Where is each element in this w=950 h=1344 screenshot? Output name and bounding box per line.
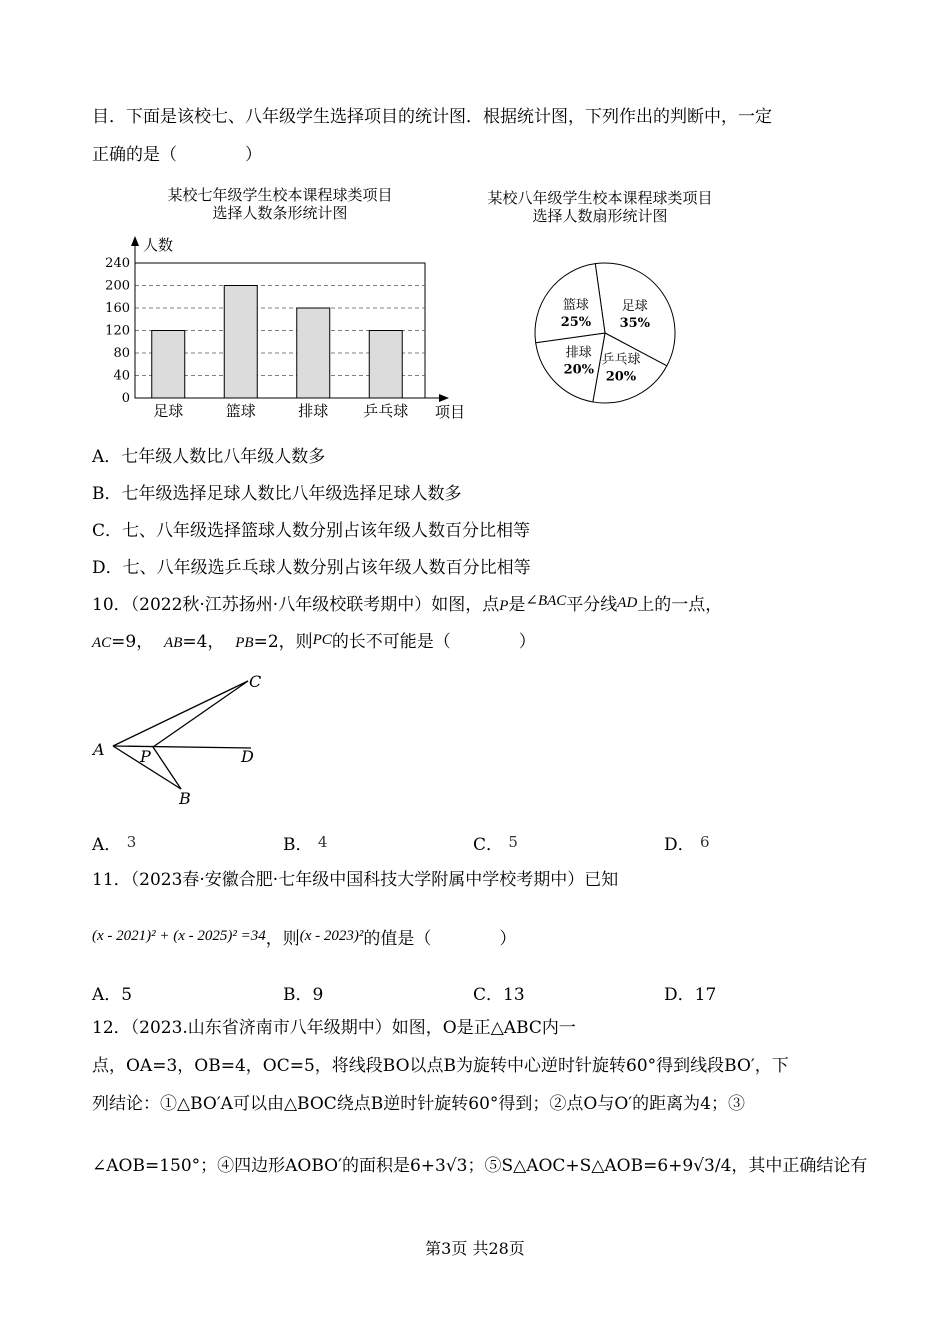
pie-slice-label: 篮球 [562, 298, 589, 314]
q11-line1: 11．（2023春·安徽合肥·七年级中国科技大学附属中学校考期中）已知 [92, 870, 619, 890]
bar [152, 331, 185, 399]
q10-option-b: B． 4 [283, 833, 328, 855]
y-axis-arrow [131, 236, 139, 246]
pie-slice-value: 20% [563, 362, 595, 378]
q12-line4: ∠AOB=150°；④四边形AOBO′的面积是6+3√3；⑤S△AOC+S△AOB=6+9√3/4，其中正确结论有 [92, 1156, 868, 1176]
x-tick-label: 乒乓球 [363, 402, 409, 420]
q10-line2: AC=9， AB=4， PB=2，则PC的长不可能是（ ） [92, 632, 536, 652]
pie-chart-title: 某校八年级学生校本课程球类项目 选择人数扇形统计图 [487, 189, 713, 225]
x-tick-label: 排球 [298, 402, 329, 420]
q9-option-a: A．七年级人数比八年级人数多 [92, 447, 326, 467]
x-tick-label: 足球 [153, 402, 184, 420]
pie-slice-value: 25% [560, 315, 592, 331]
y-tick-label: 40 [113, 368, 130, 384]
y-tick-label: 120 [105, 323, 130, 339]
bar-chart-title: 某校七年级学生校本课程球类项目 选择人数条形统计图 [167, 186, 393, 222]
point-p-label: P [140, 747, 151, 766]
q9-intro-line2: 正确的是（ ） [92, 145, 262, 165]
q10-option-a: A． 3 [92, 833, 137, 855]
q11-line2: (x - 2021)² + (x - 2025)² =34，则(x - 2023)²的值是（ ） [92, 928, 517, 949]
pie-slice-value: 20% [605, 369, 637, 385]
point-a-label: A [93, 740, 105, 759]
pie-slice-label: 乒乓球 [601, 352, 641, 368]
q12-line2: 点，OA=3，OB=4，OC=5，将线段BO以点B为旋转中心逆时针旋转60°得到线段BO′，下 [92, 1056, 789, 1076]
line-ac [113, 681, 248, 746]
point-b-label: B [179, 789, 191, 808]
q12-line3: 列结论：①△BO′A可以由△BOC绕点B逆时针旋转60°得到；②点O与O′的距离为4；③ [92, 1094, 745, 1114]
x-axis-label: 项目 [435, 403, 466, 421]
pie-slice-label: 排球 [565, 345, 592, 361]
line-pc [153, 681, 248, 747]
pie-slice-label: 足球 [621, 299, 648, 315]
q12-line1: 12．（2023.山东省济南市八年级期中）如图，O是正△ABC内一 [92, 1018, 576, 1038]
q11-option-d: D．17 [664, 985, 717, 1005]
q9-option-d: D．七、八年级选乒乓球人数分别占该年级人数百分比相等 [92, 558, 531, 578]
x-axis-arrow [439, 394, 449, 402]
q9-intro-line1: 目．下面是该校七、八年级学生选择项目的统计图．根据统计图，下列作出的判断中，一定 [92, 107, 772, 127]
line-pb [153, 747, 181, 789]
q10-option-d: D． 6 [664, 833, 710, 855]
q11-option-c: C．13 [473, 985, 525, 1005]
pie-slice-value: 35% [619, 316, 651, 332]
y-tick-label: 200 [105, 278, 130, 294]
q11-option-a: A．5 [92, 985, 133, 1005]
line-ad [113, 746, 251, 748]
q9-option-c: C．七、八年级选择篮球人数分别占该年级人数百分比相等 [92, 521, 531, 541]
bar [369, 331, 402, 399]
y-tick-label: 0 [121, 391, 130, 406]
q10-figure [85, 665, 285, 815]
pie-chart [530, 260, 680, 410]
point-c-label: C [249, 672, 262, 691]
x-tick-label: 篮球 [225, 402, 256, 420]
q9-option-b: B．七年级选择足球人数比八年级选择足球人数多 [92, 484, 462, 504]
bar [224, 286, 257, 399]
bar [297, 308, 330, 398]
y-axis-label: 人数 [143, 236, 174, 254]
q10-option-c: C． 5 [473, 833, 518, 855]
q10-line1: 10．（2022秋·江苏扬州·八年级校联考期中）如图，点P是∠BAC平分线AD上的一点， [92, 593, 723, 615]
y-tick-label: 240 [105, 256, 130, 271]
point-d-label: D [241, 747, 254, 766]
page-footer: 第3页 共28页 [425, 1239, 525, 1258]
y-tick-label: 160 [105, 301, 130, 316]
bar-chart [100, 230, 480, 430]
y-tick-label: 80 [113, 346, 130, 361]
q11-option-b: B．9 [283, 985, 324, 1005]
